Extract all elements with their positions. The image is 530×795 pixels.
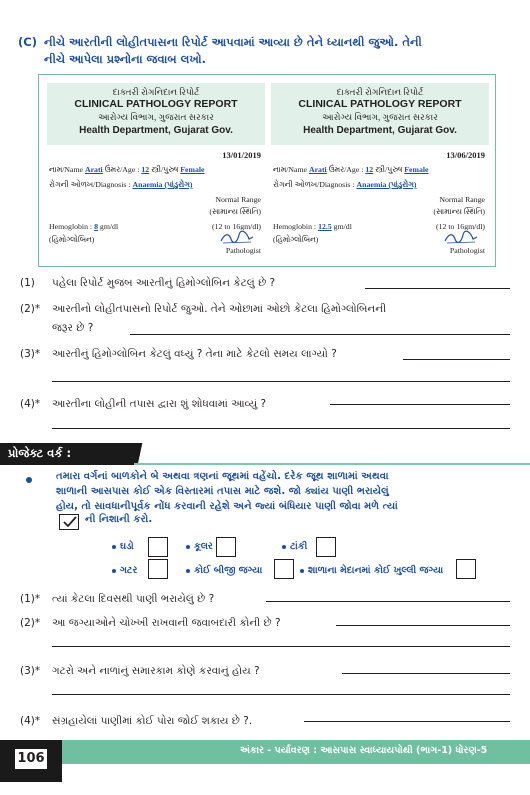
bullet-icon bbox=[112, 569, 116, 573]
option-label: ઘડો bbox=[120, 541, 134, 552]
question-number: (2)* bbox=[20, 303, 41, 315]
report-patient-row bbox=[49, 165, 205, 175]
option-tank bbox=[282, 541, 307, 552]
page-number: 106 bbox=[14, 748, 48, 770]
normal-range-label: Normal Range bbox=[215, 195, 261, 204]
hemoglobin-label: Hemoglobin : bbox=[49, 222, 93, 231]
name-label: નામ/Name bbox=[273, 165, 308, 174]
sex-label: સ્ત્રી/પુરુષ bbox=[375, 165, 403, 174]
option-school-ground-checkbox[interactable] bbox=[456, 559, 476, 579]
question-number: (1) bbox=[20, 277, 35, 289]
option-gutter-checkbox[interactable] bbox=[148, 559, 168, 579]
option-label: ટાંકી bbox=[290, 541, 308, 552]
answer-line[interactable] bbox=[52, 694, 510, 695]
project-work-title: પ્રોજેક્ટ વર્ક : bbox=[8, 446, 72, 460]
report-dept-en: Health Department, Gujarat Gov. bbox=[79, 125, 233, 136]
option-cooler-checkbox[interactable] bbox=[216, 537, 236, 557]
patient-sex: Female bbox=[180, 165, 205, 174]
section-c-line-1: નીચે આરતીની લોહીતપાસના રિપોર્ટ આપવામાં આવ્યા છે તેને ધ્યાનથી જુઓ. તેની bbox=[44, 35, 422, 49]
report-date: 13/06/2019 bbox=[446, 150, 485, 160]
question-text: પહેલા રિપોર્ટ મુજબ આરતીનું હિમોગ્લોબિન કેટલું છે ? bbox=[52, 277, 276, 289]
question-number: (4)* bbox=[20, 398, 41, 410]
age-label: ઉંમર/Age : bbox=[328, 165, 364, 174]
question-number: (3)* bbox=[20, 348, 41, 360]
bullet-icon bbox=[282, 545, 286, 549]
answer-line[interactable] bbox=[266, 601, 510, 602]
age-label: ઉંમર/Age : bbox=[104, 165, 140, 174]
hemoglobin-label: Hemoglobin : bbox=[273, 222, 317, 231]
signature-icon bbox=[443, 231, 479, 245]
signature-icon bbox=[219, 231, 255, 245]
question-text: આરતીના લોહીની તપાસ દ્વારા શું શોધવામાં આવ્યું ? bbox=[52, 398, 267, 410]
instruction-line-3: હોય, તો સાવધાનીપૂર્વક નોંધ કરવાની રહેશે અને જ્યાં બંધિયાર પાણી જોવા મળે ત્યાં bbox=[56, 501, 398, 512]
patient-age: 12 bbox=[365, 165, 374, 174]
name-label: નામ/Name bbox=[49, 165, 84, 174]
pathologist-label: Pathologist bbox=[449, 246, 485, 255]
report-dept-gu: આરોગ્ય વિભાગ, ગુજરાત સરકાર bbox=[322, 112, 438, 122]
diagnosis-value: Anaemia (પાંડુરોગ) bbox=[356, 180, 417, 189]
option-other-place bbox=[186, 565, 262, 576]
option-label: કૂલર bbox=[194, 541, 213, 552]
instruction-line-1: તમારા વર્ગનાં બાળકોને બે અથવા ત્રણનાં જૂથમાં વહેંચો. દરેક જૂથ શાળામાં અથવા bbox=[56, 471, 389, 482]
patient-sex: Female bbox=[404, 165, 429, 174]
hemoglobin-range: (12 to 16gm/dl) bbox=[436, 222, 485, 231]
bullet-icon bbox=[26, 477, 32, 483]
report-card-june bbox=[271, 83, 489, 258]
answer-line[interactable] bbox=[130, 334, 510, 335]
patient-age: 12 bbox=[141, 165, 150, 174]
report-card-january bbox=[47, 83, 265, 258]
patient-name: Arati bbox=[308, 165, 327, 174]
question-text: સંગ્રહાયેલાં પાણીમાં કોઈ પોરા જોઈ શકાય છે ?. bbox=[52, 715, 253, 727]
question-number: (4)* bbox=[20, 715, 41, 727]
hemoglobin-value: 8 bbox=[94, 222, 98, 231]
answer-line[interactable] bbox=[52, 428, 510, 429]
option-gutter bbox=[112, 565, 137, 576]
option-label: શાળાના મેદાનમાં કોઈ ખુલ્લી જગ્યા bbox=[308, 565, 444, 576]
project-work-banner bbox=[0, 443, 134, 465]
option-cooler bbox=[186, 541, 213, 552]
diagnosis-label: રોગની ઓળખ/Diagnosis : bbox=[273, 180, 355, 189]
normal-range-label-gu: (સામાન્ય સ્થિતિ) bbox=[209, 207, 261, 216]
answer-line[interactable] bbox=[52, 646, 510, 647]
hemoglobin-label-gu: (હિમોગ્લોબિન) bbox=[273, 235, 319, 244]
report-diagnosis-row bbox=[49, 180, 192, 190]
normal-range-label-gu: (સામાન્ય સ્થિતિ) bbox=[433, 207, 485, 216]
bullet-icon bbox=[300, 569, 304, 573]
report-header bbox=[271, 83, 489, 145]
report-patient-row bbox=[273, 165, 429, 175]
section-c-label: (C) bbox=[18, 35, 37, 49]
answer-line[interactable] bbox=[336, 625, 510, 626]
hemoglobin-row bbox=[49, 222, 118, 231]
pathologist-label: Pathologist bbox=[225, 246, 261, 255]
hemoglobin-value: 12.5 bbox=[318, 222, 332, 231]
option-school-ground bbox=[300, 565, 443, 576]
question-number: (1)* bbox=[20, 593, 41, 605]
report-dept-en: Health Department, Gujarat Gov. bbox=[303, 125, 457, 136]
question-text: ત્યાં કેટલા દિવસથી પાણી ભરાયેલું છે ? bbox=[52, 593, 215, 605]
option-pot bbox=[112, 541, 134, 552]
report-title-en: CLINICAL PATHOLOGY REPORT bbox=[74, 98, 238, 110]
answer-line[interactable] bbox=[403, 359, 510, 360]
question-text: આ જગ્યાઓને ચોખ્ખી રાખવાની જવાબદારી કોની છે ? bbox=[52, 617, 281, 629]
bullet-icon bbox=[186, 545, 190, 549]
hemoglobin-range: (12 to 16gm/dl) bbox=[212, 222, 261, 231]
section-c-instruction bbox=[44, 34, 514, 68]
answer-line[interactable] bbox=[52, 381, 510, 382]
report-title-en: CLINICAL PATHOLOGY REPORT bbox=[298, 98, 462, 110]
footer-title: અંકાર - પર્યાવરણ : આસપાસ સ્વાધ્યાયપોથી (ભાગ-1) ધોરણ-5 bbox=[240, 745, 488, 756]
option-pot-checkbox[interactable] bbox=[148, 537, 168, 557]
checkmark-box bbox=[59, 514, 79, 530]
sex-label: સ્ત્રી/પુરુષ bbox=[151, 165, 179, 174]
answer-line[interactable] bbox=[365, 288, 510, 289]
option-other-place-checkbox[interactable] bbox=[274, 559, 294, 579]
report-diagnosis-row bbox=[273, 180, 416, 190]
option-tank-checkbox[interactable] bbox=[316, 537, 336, 557]
instruction-line-2: શાળાની આસપાસ કોઈ એક વિસ્તારમાં તપાસ માટે જશે. જો ક્યાંય પાણી ભરાયેલું bbox=[56, 486, 389, 497]
hemoglobin-label-gu: (હિમોગ્લોબિન) bbox=[49, 235, 95, 244]
report-title-gu: દાક્તરી રોગનિદાન રિપોર્ટ bbox=[336, 87, 424, 97]
diagnosis-value: Anaemia (પાંડુરોગ) bbox=[132, 180, 193, 189]
answer-line[interactable] bbox=[342, 673, 510, 674]
hemoglobin-row bbox=[273, 222, 352, 231]
normal-range-label: Normal Range bbox=[439, 195, 485, 204]
report-header bbox=[47, 83, 265, 145]
question-text-continued: જરૂર છે ? bbox=[52, 322, 94, 334]
divider bbox=[134, 463, 530, 465]
checkmark-icon bbox=[62, 515, 78, 529]
hemoglobin-unit: gm/dl bbox=[333, 222, 352, 231]
question-text: આરતીનો લોહીતપાસનો રિપોર્ટ જુઓ. તેને ઓછામાં ઓછો કેટલા હિમોગ્લોબિનની bbox=[52, 303, 387, 315]
report-date: 13/01/2019 bbox=[222, 150, 261, 160]
hemoglobin-unit: gm/dl bbox=[99, 222, 119, 231]
bullet-icon bbox=[112, 545, 116, 549]
report-dept-gu: આરોગ્ય વિભાગ, ગુજરાત સરકાર bbox=[98, 112, 214, 122]
report-title-gu: દાક્તરી રોગનિદાન રિપોર્ટ bbox=[112, 87, 200, 97]
option-label: ગટર bbox=[120, 565, 138, 576]
answer-line[interactable] bbox=[304, 721, 510, 722]
answer-line[interactable] bbox=[330, 404, 510, 405]
question-number: (3)* bbox=[20, 665, 41, 677]
patient-name: Arati bbox=[84, 165, 103, 174]
question-text: ગટરો અને નાળાંનું સમારકામ કોણે કરવાનું હોય ? bbox=[52, 665, 260, 677]
reports-panel bbox=[38, 74, 496, 267]
section-c-line-2: નીચે આપેલા પ્રશ્નોના જવાબ લખો. bbox=[44, 52, 207, 66]
option-label: કોઈ બીજી જગ્યા bbox=[194, 565, 263, 576]
diagnosis-label: રોગની ઓળખ/Diagnosis : bbox=[49, 180, 131, 189]
tick-instruction: ની નિશાની કરો. bbox=[85, 514, 153, 525]
bullet-icon bbox=[186, 569, 190, 573]
question-number: (2)* bbox=[20, 617, 41, 629]
question-text: આરતીનું હિમોગ્લોબિન કેટલું વધ્યું ? તેના માટે કેટલો સમય લાગ્યો ? bbox=[52, 348, 337, 360]
